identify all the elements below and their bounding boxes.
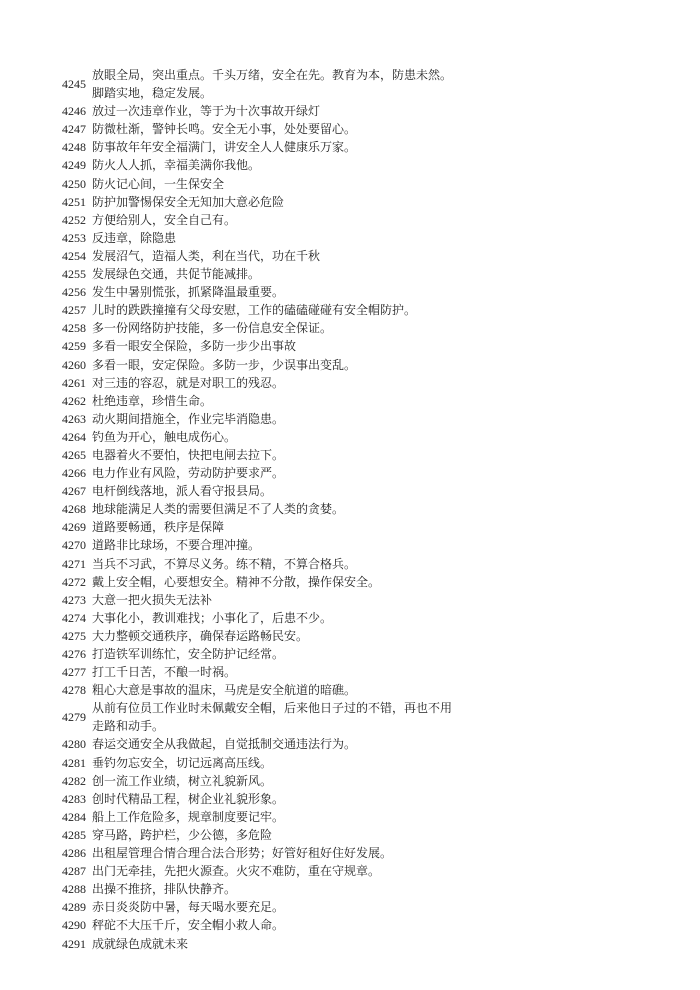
list-item	[62, 772, 662, 790]
list-item	[62, 518, 662, 536]
entry-number: 4246	[62, 104, 86, 119]
entry-number: 4266	[62, 466, 86, 481]
entry-text: 穿马路，跨护栏，少公德，多危险	[92, 827, 273, 842]
entry-text-line: 走路和动手。	[92, 719, 165, 734]
list-item	[62, 935, 662, 953]
entry-number: 4287	[62, 864, 86, 879]
list-item	[62, 880, 662, 898]
list-item	[62, 573, 662, 591]
entry-text: 杜绝违章，珍惜生命。	[92, 393, 213, 408]
entry-text: 动火期间措施全，作业完毕消隐患。	[92, 411, 285, 426]
entry-text: 发展沼气，造福人类，利在当代，功在千秋	[92, 248, 321, 263]
list-item	[62, 699, 662, 735]
entry-text: 戴上安全帽，心要想安全。精神不分散，操作保安全。	[92, 574, 381, 589]
entry-text: 赤日炎炎防中暑，每天喝水要充足。	[92, 900, 285, 915]
list-item	[62, 283, 662, 301]
entry-number: 4289	[62, 900, 86, 915]
entry-text: 防微杜渐，警钟长鸣。安全无小事，处处要留心。	[92, 122, 357, 137]
entry-number: 4285	[62, 827, 86, 842]
entry-number: 4257	[62, 303, 86, 318]
entry-text: 发生中暑别慌张，抓紧降温最重要。	[92, 285, 285, 300]
list-item	[62, 754, 662, 772]
entry-number: 4274	[62, 610, 86, 625]
entry-number: 4278	[62, 683, 86, 698]
entry-number: 4291	[62, 936, 86, 951]
entry-text: 秤砣不大压千斤，安全帽小救人命。	[92, 918, 285, 933]
entry-number: 4267	[62, 484, 86, 499]
entry-text: 电器着火不要怕，快把电闸去拉下。	[92, 447, 285, 462]
list-item	[62, 591, 662, 609]
entry-number: 4248	[62, 140, 86, 155]
entry-number: 4265	[62, 447, 86, 462]
entry-text: 当兵不习武，不算尽义务。练不精，不算合格兵。	[92, 556, 357, 571]
list-item	[62, 735, 662, 753]
entry-number: 4256	[62, 285, 86, 300]
list-item	[62, 681, 662, 699]
entry-number: 4280	[62, 737, 86, 752]
list-item	[62, 663, 662, 681]
entry-number: 4283	[62, 791, 86, 806]
entry-text: 地球能满足人类的需要但满足不了人类的贪婪。	[92, 502, 345, 517]
entry-text: 打工千日苦，不酿一时祸。	[92, 665, 237, 680]
list-item	[62, 916, 662, 934]
entry-number: 4282	[62, 773, 86, 788]
entry-text: 大力整顿交通秩序，确保春运路畅民安。	[92, 628, 309, 643]
entry-text: 道路非比球场，不要合理冲撞。	[92, 538, 261, 553]
list-item	[62, 247, 662, 265]
entry-number: 4250	[62, 176, 86, 191]
list-item	[62, 898, 662, 916]
list-item	[62, 555, 662, 573]
list-item	[62, 392, 662, 410]
list-item	[62, 790, 662, 808]
list-item	[62, 464, 662, 482]
list-item	[62, 428, 662, 446]
entry-number: 4263	[62, 411, 86, 426]
entry-text: 大意一把火损失无法补	[92, 592, 213, 607]
entry-text: 大事化小，教训难找；小事化了，后患不少。	[92, 610, 333, 625]
entry-number: 4259	[62, 339, 86, 354]
entry-text: 电力作业有风险，劳动防护要求严。	[92, 466, 285, 481]
list-item	[62, 862, 662, 880]
entry-text	[92, 699, 662, 735]
list-item	[62, 120, 662, 138]
entry-text: 多看一眼，安定保险。多防一步，少误事出变乱。	[92, 357, 357, 372]
entry-text: 多一份网络防护技能，多一份信息安全保证。	[92, 321, 333, 336]
entry-text: 多看一眼安全保险，多防一步少出事故	[92, 339, 297, 354]
entry-number: 4261	[62, 375, 86, 390]
entry-number: 4252	[62, 212, 86, 227]
list-item	[62, 319, 662, 337]
entry-text: 反违章，除隐患	[92, 230, 177, 245]
entry-number: 4254	[62, 248, 86, 263]
entry-text: 防火人人抓，幸福美满你我他。	[92, 158, 261, 173]
list-item	[62, 265, 662, 283]
entry-text: 儿时的跌跌撞撞有父母安慰，工作的磕磕碰碰有安全帽防护。	[92, 303, 417, 318]
list-item	[62, 138, 662, 156]
entry-text: 防事故年年安全福满门，讲安全人人健康乐万家。	[92, 140, 357, 155]
entry-number: 4262	[62, 393, 86, 408]
entry-number: 4284	[62, 809, 86, 824]
list-item	[62, 808, 662, 826]
entry-number: 4288	[62, 882, 86, 897]
list-item	[62, 211, 662, 229]
entry-number: 4260	[62, 357, 86, 372]
list-item	[62, 175, 662, 193]
entry-text: 出租屋管理合情合理合法合形势；好管好租好住好发展。	[92, 846, 393, 861]
entry-text: 电杆倒线落地，派人看守报县局。	[92, 484, 273, 499]
entry-number: 4276	[62, 647, 86, 661]
entry-number: 4258	[62, 321, 86, 336]
entry-text: 春运交通安全从我做起，自觉抵制交通违法行为。	[92, 737, 357, 752]
list-item	[62, 193, 662, 211]
entry-number: 4272	[62, 574, 86, 589]
slogan-list	[62, 66, 662, 953]
list-item	[62, 301, 662, 319]
entry-text: 打造铁军训练忙，安全防护记经常。	[92, 647, 285, 661]
entry-text: 道路要畅通，秩序是保障	[92, 520, 225, 535]
list-item	[62, 627, 662, 645]
list-item	[62, 446, 662, 464]
entry-number: 4269	[62, 520, 86, 535]
entry-text: 方便给别人，安全自己有。	[92, 212, 237, 227]
entry-text	[92, 66, 662, 102]
entry-text: 成就绿色成就未来	[92, 936, 189, 951]
entry-text: 防护加警惕保安全无知加大意必危险	[92, 194, 285, 209]
entry-number: 4264	[62, 429, 86, 444]
list-item	[62, 609, 662, 627]
entry-number: 4286	[62, 846, 86, 861]
entry-number: 4277	[62, 665, 86, 680]
list-item	[62, 374, 662, 392]
entry-text: 钓鱼为开心，触电成伤心。	[92, 429, 237, 444]
list-item	[62, 229, 662, 247]
list-item	[62, 645, 662, 663]
list-item	[62, 410, 662, 428]
entry-number: 4281	[62, 755, 86, 770]
entry-text: 出操不推挤，排队快静齐。	[92, 882, 237, 897]
list-item	[62, 156, 662, 174]
list-item	[62, 844, 662, 862]
entry-number: 4270	[62, 538, 86, 553]
entry-number: 4249	[62, 158, 86, 173]
entry-text: 创时代精品工程，树企业礼貌形象。	[92, 791, 285, 806]
entry-number: 4279	[62, 710, 86, 725]
entry-number: 4268	[62, 502, 86, 517]
list-item	[62, 102, 662, 120]
entry-text: 发展绿色交通，共促节能减排。	[92, 267, 261, 282]
entry-number: 4273	[62, 592, 86, 607]
entry-number: 4271	[62, 556, 86, 571]
entry-number: 4255	[62, 267, 86, 282]
entry-text: 防火记心间，一生保安全	[92, 176, 225, 191]
entry-text-line: 放眼全局，突出重点。千头万绪，安全在先。教育为本，防患未然。	[92, 68, 453, 82]
entry-text: 对三违的容忍，就是对职工的残忍。	[92, 375, 285, 390]
entry-text: 创一流工作业绩，树立礼貌新风。	[92, 773, 273, 788]
list-item	[62, 826, 662, 844]
entry-text-line: 脚踏实地，稳定发展。	[92, 86, 213, 101]
list-item	[62, 356, 662, 374]
entry-text: 放过一次违章作业，等于为十次事故开绿灯	[92, 104, 321, 119]
list-item	[62, 482, 662, 500]
list-item	[62, 337, 662, 355]
list-item	[62, 66, 662, 102]
list-item	[62, 500, 662, 518]
entry-text: 粗心大意是事故的温床，马虎是安全航道的暗礁。	[92, 683, 357, 698]
entry-number: 4253	[62, 230, 86, 245]
entry-number: 4275	[62, 628, 86, 643]
list-item	[62, 536, 662, 554]
entry-text: 出门无牵挂，先把火源查。火灾不难防，重在守规章。	[92, 864, 381, 879]
entry-text: 垂钓勿忘安全，切记远离高压线。	[92, 755, 273, 770]
entry-number: 4290	[62, 918, 86, 933]
entry-number: 4251	[62, 194, 86, 209]
entry-text: 船上工作危险多，规章制度要记牢。	[92, 809, 285, 824]
entry-number: 4245	[62, 77, 86, 92]
entry-text-line: 从前有位员工作业时未佩戴安全帽，后来他日子过的不错，再也不用	[92, 701, 453, 716]
entry-number: 4247	[62, 122, 86, 137]
